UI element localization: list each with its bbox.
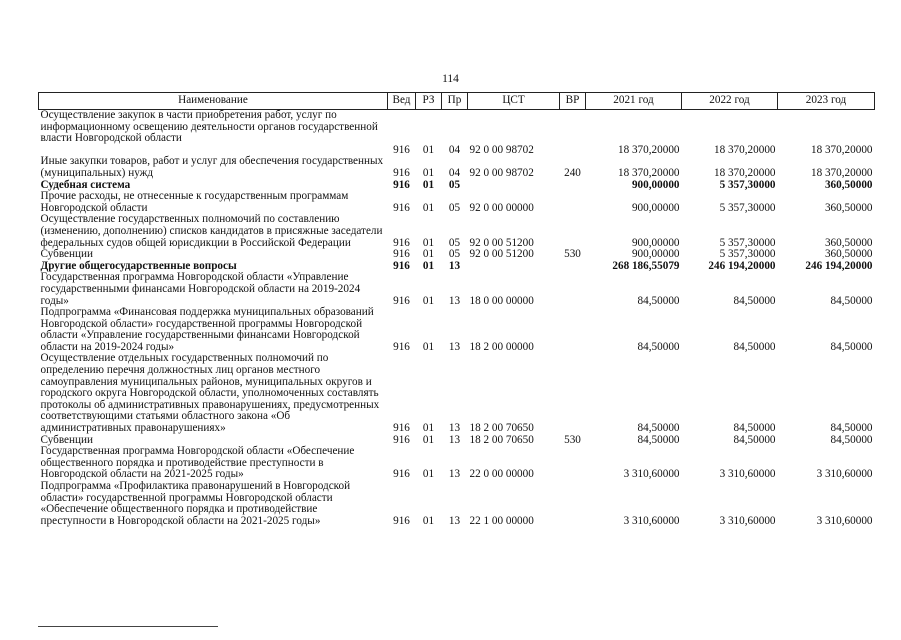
cell-rz: 01 (422, 178, 435, 191)
cell-vr (560, 145, 586, 157)
budget-table (38, 92, 875, 527)
cell-y2023: 360,50000 (824, 178, 873, 191)
cell-y2022: 5 357,30000 (719, 178, 776, 191)
cell-y2022: 3 310,60000 (719, 468, 776, 481)
table-row (39, 214, 875, 249)
cell-cst: 92 0 00 00000 (469, 201, 534, 214)
header-2022: 2022 год (682, 93, 778, 110)
header-vr: ВР (560, 93, 586, 110)
cell-rz: 01 (422, 294, 435, 307)
cell-pr: 13 (448, 259, 461, 272)
header-name: Наименование (39, 93, 388, 110)
cell-cst (468, 180, 560, 192)
cell-pr: 04 (448, 143, 461, 156)
cell-ved: 916 (393, 422, 410, 435)
cell-pr: 13 (448, 422, 461, 435)
cell-vr (560, 307, 586, 353)
cell-ved: 916 (393, 259, 410, 272)
cell-y2023: 18 370,20000 (810, 143, 873, 156)
cell-ved: 916 (393, 294, 410, 307)
cell-cst: 92 0 00 98702 (469, 143, 534, 156)
cell-ved: 916 (393, 468, 410, 481)
cell-name: Субвенции (40, 433, 93, 446)
table-row (39, 156, 875, 179)
cell-y2021: 900,00000 (631, 178, 680, 191)
cell-rz: 01 (422, 514, 435, 527)
cell-name: Осуществление государственных полномочий по составлению (изменению, дополнению) списков кандидатов в присяжные заседатели федеральных судов общей юрисдикции в Российской Федерации (40, 213, 383, 249)
cell-y2023: 84,50000 (830, 340, 873, 353)
cell-vr (560, 191, 586, 214)
cell-name: Осуществление закупок в части приобретения работ, услуг по информационному освещению деятельности органов государственной власти Новгородской области (40, 109, 378, 145)
cell-ved: 916 (393, 178, 410, 191)
cell-rz: 01 (422, 433, 435, 446)
cell-name: Подпрограмма «Профилактика правонарушений в Новгородской области» государственной программы Новгородской области «Обеспечение общественного порядка и противодействие преступности в Новгородской области на 2021-2025 годы» (40, 480, 351, 527)
cell-y2022: 5 357,30000 (719, 201, 776, 214)
cell-y2021: 3 310,60000 (623, 468, 680, 481)
cell-vr: 530 (564, 433, 581, 446)
cell-y2023: 360,50000 (824, 236, 873, 249)
cell-y2023: 84,50000 (830, 294, 873, 307)
cell-vr (560, 353, 586, 434)
cell-y2023 (778, 110, 875, 145)
cell-pr: 13 (448, 294, 461, 307)
cell-cst: 22 1 00 00000 (469, 514, 534, 527)
cell-name: Осуществление отдельных государственных полномочий по определению перечня должностных лиц органов местного самоуправления муниципальных районов, муниципальных округов и городского округа Новгородской области, уполномоченных составлять протоколы об административных правонарушениях, предусмотренных соответствующими статьями областного закона «Об административных правонарушениях» (40, 352, 380, 435)
table-header-row (39, 93, 875, 110)
page-number: 114 (442, 73, 459, 85)
cell-y2022: 18 370,20000 (713, 166, 776, 179)
table-row (39, 191, 875, 214)
cell-y2022: 84,50000 (733, 340, 776, 353)
table-row (39, 272, 875, 307)
cell-cst (468, 261, 560, 273)
cell-pr: 13 (448, 468, 461, 481)
table-body (39, 110, 875, 528)
cell-y2023: 360,50000 (824, 201, 873, 214)
cell-rz: 01 (422, 166, 435, 179)
cell-pr: 05 (448, 201, 461, 214)
cell-y2022: 3 310,60000 (719, 514, 776, 527)
cell-ved: 916 (393, 236, 410, 249)
cell-y2023: 246 194,20000 (805, 259, 873, 272)
cell-y2022: 18 370,20000 (713, 143, 776, 156)
cell-name: Подпрограмма «Финансовая поддержка муниципальных образований Новгородской области» государственной программы Новгородской области «Управление государственными финансами Новгородской области на 2019-2024 годы» (40, 306, 374, 353)
cell-rz: 01 (422, 236, 435, 249)
cell-rz: 01 (422, 201, 435, 214)
cell-name: Прочие расходы, не отнесенные к государственным программам Новгородской области (40, 190, 349, 214)
cell-y2023: 3 310,60000 (816, 514, 873, 527)
cell-rz: 01 (422, 259, 435, 272)
cell-name: Судебная система (40, 178, 131, 191)
cell-pr: 13 (448, 514, 461, 527)
cell-cst: 22 0 00 00000 (469, 468, 534, 481)
cell-cst: 18 0 00 00000 (469, 294, 534, 307)
cell-y2021: 900,00000 (631, 236, 680, 249)
cell-pr: 13 (448, 340, 461, 353)
footnote-divider (38, 626, 218, 627)
cell-pr: 05 (448, 248, 461, 261)
cell-y2021: 18 370,20000 (617, 143, 680, 156)
cell-y2021: 84,50000 (637, 340, 680, 353)
cell-ved: 916 (393, 248, 410, 261)
cell-cst: 18 2 00 70650 (469, 433, 534, 446)
cell-vr (560, 214, 586, 249)
header-2023: 2023 год (778, 93, 875, 110)
cell-y2023: 84,50000 (830, 433, 873, 446)
cell-name: Государственная программа Новгородской области «Управление государственными финансами Новгородской области на 2019-2024 годы» (40, 271, 361, 307)
cell-y2021: 84,50000 (637, 294, 680, 307)
cell-vr: 530 (564, 248, 581, 261)
cell-y2023: 3 310,60000 (816, 468, 873, 481)
header-cst: ЦСТ (468, 93, 560, 110)
header-rz: РЗ (416, 93, 442, 110)
cell-y2022: 5 357,30000 (719, 236, 776, 249)
cell-y2021: 900,00000 (631, 201, 680, 214)
cell-cst: 92 0 00 51200 (469, 248, 534, 261)
table-row (39, 446, 875, 481)
cell-rz: 01 (422, 143, 435, 156)
cell-y2022: 84,50000 (733, 294, 776, 307)
cell-cst: 92 0 00 98702 (469, 166, 534, 179)
cell-y2021: 18 370,20000 (617, 166, 680, 179)
table-row (39, 481, 875, 527)
cell-y2023: 84,50000 (830, 422, 873, 435)
cell-rz: 01 (422, 422, 435, 435)
cell-ved (388, 110, 416, 145)
cell-cst: 18 2 00 70650 (469, 422, 534, 435)
cell-vr (560, 481, 586, 527)
cell-rz: 01 (422, 468, 435, 481)
cell-y2021 (586, 110, 682, 145)
cell-y2022: 84,50000 (733, 422, 776, 435)
cell-y2023: 360,50000 (824, 248, 873, 261)
cell-pr: 13 (448, 433, 461, 446)
cell-vr (560, 180, 586, 192)
cell-ved: 916 (393, 201, 410, 214)
cell-cst (468, 110, 560, 145)
cell-pr (442, 110, 468, 145)
cell-y2022 (682, 110, 778, 145)
cell-name: Другие общегосударственные вопросы (40, 259, 237, 272)
cell-cst: 18 2 00 00000 (469, 340, 534, 353)
cell-ved: 916 (393, 433, 410, 446)
cell-name: Государственная программа Новгородской области «Обеспечение общественного порядка и противодействие преступности в Новгородской области на 2021-2025 годы» (40, 445, 355, 481)
cell-pr: 05 (448, 236, 461, 249)
cell-rz (416, 110, 442, 145)
cell-cst: 92 0 00 51200 (469, 236, 534, 249)
cell-name: Субвенции (40, 248, 93, 261)
table-row (39, 249, 875, 261)
cell-pr: 04 (448, 166, 461, 179)
header-ved: Вед (388, 93, 416, 110)
cell-y2021: 84,50000 (637, 433, 680, 446)
cell-y2023: 18 370,20000 (810, 166, 873, 179)
cell-y2022: 5 357,30000 (719, 248, 776, 261)
table-row (39, 110, 875, 145)
cell-ved: 916 (393, 340, 410, 353)
cell-vr (560, 272, 586, 307)
cell-vr (560, 261, 586, 273)
table-row (39, 353, 875, 434)
cell-ved: 916 (393, 143, 410, 156)
cell-y2021: 84,50000 (637, 422, 680, 435)
cell-y2021: 268 186,55079 (612, 259, 680, 272)
cell-vr: 240 (564, 166, 581, 179)
cell-rz: 01 (422, 248, 435, 261)
header-2021: 2021 год (586, 93, 682, 110)
cell-rz: 01 (422, 340, 435, 353)
cell-ved: 916 (393, 166, 410, 179)
cell-y2022: 246 194,20000 (708, 259, 776, 272)
cell-name: Иные закупки товаров, работ и услуг для обеспечения государственных (муниципальных) нужд (40, 155, 384, 179)
cell-y2022: 84,50000 (733, 433, 776, 446)
cell-ved: 916 (393, 514, 410, 527)
cell-y2021: 3 310,60000 (623, 514, 680, 527)
table-row (39, 307, 875, 353)
cell-vr (560, 110, 586, 145)
cell-vr (560, 446, 586, 481)
cell-y2021: 900,00000 (631, 248, 680, 261)
cell-pr: 05 (448, 178, 461, 191)
header-pr: Пр (442, 93, 468, 110)
